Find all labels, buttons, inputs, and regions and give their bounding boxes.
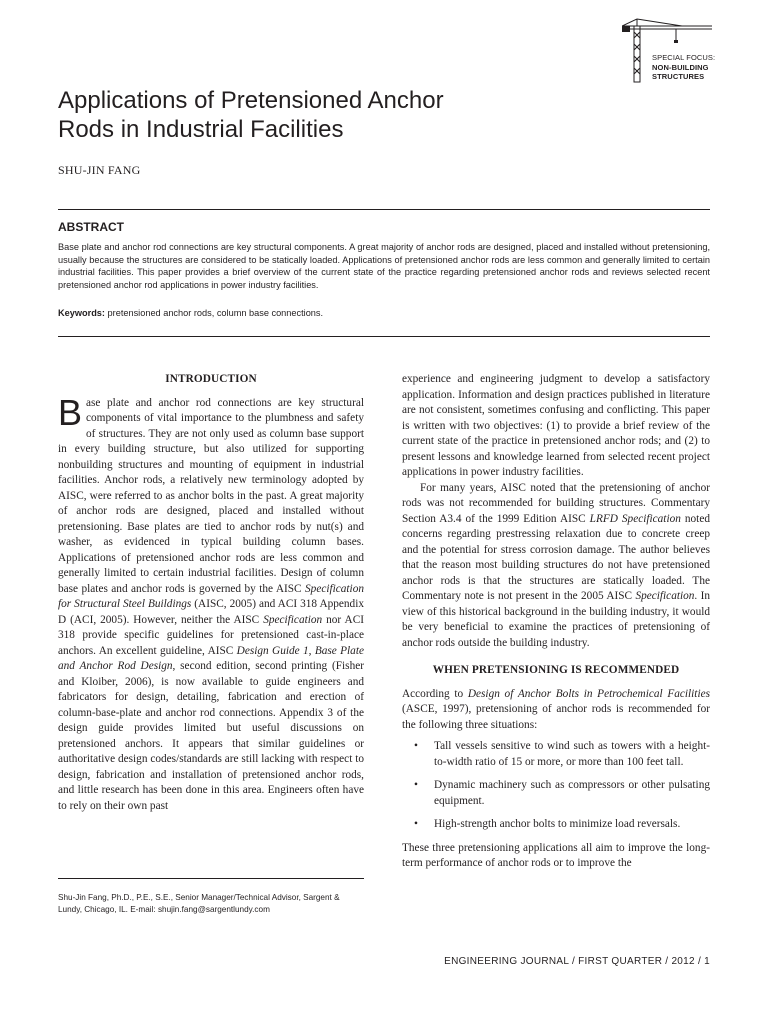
- keywords-text: pretensioned anchor rods, column base connections.: [104, 308, 324, 318]
- title-line-1: Applications of Pretensioned Anchor: [58, 87, 444, 114]
- aisc-text-1: For many years, AISC noted that the pretensioning of anchor rods was not recommended for building structures. Commentary Section A3.4 of the 1999 Edition AISC: [402, 481, 710, 525]
- top-divider: [58, 209, 710, 210]
- list-item: • High-strength anchor bolts to minimize load reversals.: [402, 817, 710, 833]
- intro-text-3: nor ACI 318 provide specific guidelines for pretensioned cast-in-place anchors. An excellent guideline, AISC: [58, 613, 364, 657]
- intro-italic-2: Specification: [263, 613, 323, 626]
- aisc-italic-2: Specification: [635, 590, 695, 602]
- intro-italic-3: Design Guide 1, Base Plate and Anchor Rod Design: [58, 644, 364, 672]
- aisc-paragraph: [402, 481, 710, 652]
- list-item: • Dynamic machinery such as compressors or other pulsating equipment.: [402, 778, 710, 809]
- badge-line-1: SPECIAL FOCUS:: [652, 53, 716, 62]
- asce-text-2: (ASCE, 1997), pretensioning of anchor rods is recommended for the following three situations:: [402, 703, 710, 731]
- intro-text-1: ase plate and anchor rod connections are key structural components of vital importance to the plumbness and safety of structures. They are not only used as column base support in every building structure, but also utilized for supporting nonbuilding structures and mounting of equipment in industrial facilities. Anchor rods, a relatively new terminology adopted by AISC, were referred to as anchor bolts in the past. A great majority of anchor rods are designed, placed and installed without pretensioning. Base plates are tied to anchor rods by nut(s) and washer, as evidenced in typical building column bases. Applications of pretensioned anchor rods are less common and generally limited to certain industrial facilities. Design of column base plates and anchor rods is governed by the AISC: [58, 396, 364, 595]
- title-line-2: Rods in Industrial Facilities: [58, 116, 344, 143]
- aisc-italic-1: LRFD Specification: [589, 512, 681, 525]
- journal-footer: ENGINEERING JOURNAL / FIRST QUARTER / 2012 / 1: [444, 956, 710, 967]
- drop-cap: B: [58, 391, 83, 433]
- author-footnote: Shu-Jin Fang, Ph.D., P.E., S.E., Senior Manager/Technical Advisor, Sargent & Lundy, Chicago, IL. E-mail: shujin.fang@sargentlundy.com: [58, 893, 340, 914]
- special-focus-badge: [622, 18, 718, 84]
- asce-paragraph: [402, 687, 710, 734]
- asce-italic-1: Design of Anchor Bolts in Petrochemical Facilities: [467, 687, 710, 700]
- author-name: SHU-JIN FANG: [58, 163, 141, 177]
- list-item: • Tall vessels sensitive to wind such as towers with a height-to-width ratio of 15 or more, or more than 100 feet tall.: [402, 739, 710, 770]
- situations-list: [402, 739, 710, 833]
- asce-text-1: According to: [402, 687, 468, 700]
- intro-italic-1: Specification for Structural Steel Buildings: [58, 582, 364, 610]
- abstract-text: Base plate and anchor rod connections are key structural components. A great majority of anchor rods are designed, placed and installed without pretensioning, usually because the structures are considered to be statically loaded. Applications of pretensioned anchor rods are less common and generally limited to certain industrial facilities. This paper provides a brief overview of the current state of the practice regarding pretensioned anchor rods and reviews selected recent pretensioned anchor rod applications in power industry facilities.: [58, 242, 710, 290]
- abstract-heading: ABSTRACT: [58, 220, 124, 234]
- intro-text-4: , second edition, second printing (Fisher and Kloiber, 2006), is now available to guide engineers and fabricators for design, detailing, fabrication and erection of column-base-plate and anchor rod connections. Appendix 3 of the design guide provides limited but useful discussions on pretensioned anchors. It appears that similar guidelines or authoritative design codes/standards are still lacking with respect to design, fabrication and installation of pretensioned anchor rods, and little research has been done in this area. Engineers often have to rely on their own past: [58, 660, 364, 812]
- pretensioning-heading: WHEN PRETENSIONING IS RECOMMENDED: [432, 664, 680, 676]
- aisc-text-3: . In view of this historical background in the building industry, it would be very beneficial to examine the practices of pretensioning of anchor rods outside the building industry.: [402, 590, 711, 649]
- special-focus-text: [652, 53, 715, 82]
- right-column: [402, 372, 710, 872]
- intro-text-2: (AISC, 2005) and ACI 318 Appendix D (ACI, 2005). However, neither the AISC: [58, 598, 364, 626]
- introduction-heading: INTRODUCTION: [165, 373, 257, 385]
- left-column: [58, 372, 364, 814]
- continued-paragraph: experience and engineering judgment to develop a satisfactory application. Information and design practices published in literature are not consistent, sometimes confusing and conflicting. This paper is written with two objectives: (1) to provide a brief review of the current state of the practice in pretensioned anchor rods; and (2) to present lessons and knowledge learned from selected recent project applications in power industry facilities.: [402, 373, 710, 478]
- article-title: [58, 86, 618, 144]
- abstract-divider: [58, 336, 710, 337]
- badge-line-3: STRUCTURES: [652, 72, 705, 81]
- aisc-text-2: noted concerns regarding prestressing relaxation due to concrete creep and the potential for stress corrosion damage. The author believes that the reason most building structures do not have pretensioned anchor rods is that the structures are statically loaded. The Commentary note is not present in the 2005 AISC: [402, 512, 710, 602]
- keywords: [58, 307, 710, 320]
- introduction-paragraph: [58, 391, 364, 815]
- keywords-label: Keywords:: [58, 308, 105, 318]
- badge-line-2: NON-BUILDING: [652, 62, 709, 72]
- closing-paragraph: These three pretensioning applications all aim to improve the long-term performance of anchor rods or to improve the: [402, 841, 710, 869]
- footnote-divider: [58, 878, 364, 879]
